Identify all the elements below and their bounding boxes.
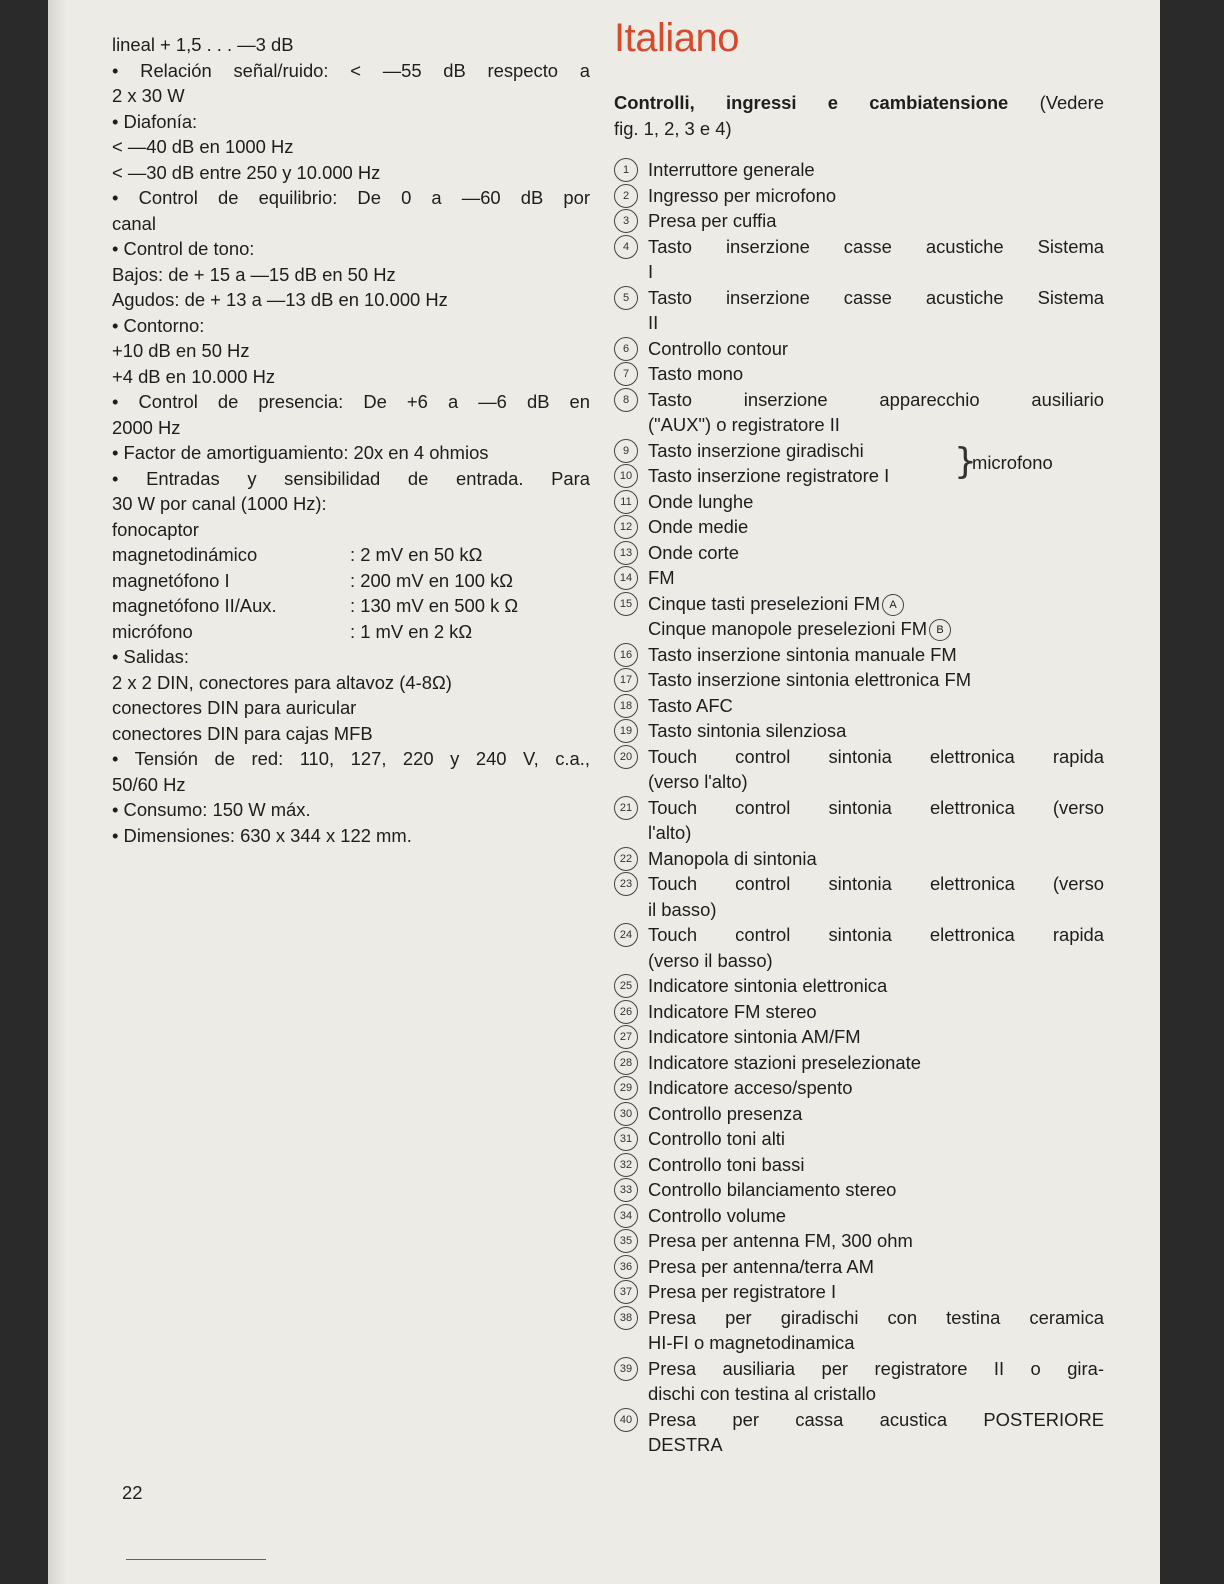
item-text-continued: II <box>648 312 659 333</box>
item-number-badge: 6 <box>614 337 638 361</box>
sensitivity-value: : 1 mV en 2 kΩ <box>350 620 473 642</box>
list-item-6 <box>614 336 1104 362</box>
spec-after-line: • Tensión de red: 110, 127, 220 y 240 V, c.a., <box>112 748 590 769</box>
item-text: Indicatore sintonia elettronica <box>648 975 888 996</box>
list-item-15 <box>614 591 1104 642</box>
item-text-continued: I <box>648 261 654 282</box>
item-text: Tasto inserzione casse acustiche Sistema <box>648 286 1104 308</box>
item-text: Tasto inserzione giradischi <box>648 439 864 461</box>
list-item-28 <box>614 1050 1104 1076</box>
list-item-35 <box>614 1228 1104 1254</box>
item-15-text: Cinque tasti preselezioni FM <box>648 592 881 614</box>
item-text: Controllo toni bassi <box>648 1153 805 1175</box>
item-number-badge: 5 <box>614 286 638 310</box>
spec-line: • Relación señal/ruido: < —55 dB respecto a <box>112 59 590 81</box>
item-number-badge: 30 <box>614 1102 638 1126</box>
item-text: Indicatore stazioni preselezionate <box>648 1051 921 1073</box>
list-item-11 <box>614 489 1104 515</box>
item-text-continued: (verso l'alto) <box>648 771 748 792</box>
item-text: Touch control sintonia elettronica (verso <box>648 873 1104 894</box>
section-intro <box>614 90 1104 141</box>
list-item-34 <box>614 1203 1104 1229</box>
controls-list-b <box>614 489 1104 591</box>
item-number-badge: 10 <box>614 464 638 488</box>
item-number-badge: 36 <box>614 1255 638 1279</box>
item-number-badge: 3 <box>614 209 638 233</box>
list-item-19 <box>614 718 1104 744</box>
item-text: Touch control sintonia elettronica rapida <box>648 745 1104 767</box>
input-sensitivity-table <box>112 542 590 644</box>
item-text: Tasto inserzione registratore I <box>648 465 890 486</box>
item-text: Controllo toni alti <box>648 1128 785 1149</box>
spec-line: 30 W por canal (1000 Hz): <box>112 493 327 514</box>
item-text: Tasto inserzione apparecchio ausiliario <box>648 388 1104 410</box>
item-text: Indicatore acceso/spento <box>648 1077 853 1098</box>
controls-list-a <box>614 157 1104 438</box>
item-text: Tasto inserzione sintonia manuale FM <box>648 643 957 665</box>
spec-line: Bajos: de + 15 a —15 dB en 50 Hz <box>112 263 396 285</box>
spec-after-line: • Salidas: <box>112 646 189 667</box>
item-number-badge: 8 <box>614 388 638 412</box>
badge-b: B <box>929 619 951 641</box>
sensitivity-label: magnetófono II/Aux. <box>112 595 277 616</box>
item-text: Onde corte <box>648 541 739 563</box>
item-text-continued: l'alto) <box>648 822 692 843</box>
spec-after-line: • Dimensiones: 630 x 344 x 122 mm. <box>112 824 412 846</box>
item-text: Tasto AFC <box>648 694 733 716</box>
item-number-badge: 32 <box>614 1153 638 1177</box>
sensitivity-value: : 130 mV en 500 k Ω <box>350 595 519 616</box>
sensitivity-row <box>112 542 590 568</box>
item-number-badge: 34 <box>614 1204 638 1228</box>
item-text: Controllo contour <box>648 337 789 359</box>
item-number-badge: 24 <box>614 923 638 947</box>
sensitivity-value: : 2 mV en 50 kΩ <box>350 544 483 565</box>
list-item-23 <box>614 871 1104 922</box>
item-number-badge: 23 <box>614 872 638 896</box>
item-text: Presa per cuffia <box>648 210 777 231</box>
spec-after-line: conectores DIN para cajas MFB <box>112 722 373 744</box>
sensitivity-label: magnetodinámico <box>112 544 258 565</box>
footer-rule <box>126 1559 266 1560</box>
list-item-21 <box>614 795 1104 846</box>
italian-controls-column <box>614 14 1104 1458</box>
list-item-25 <box>614 973 1104 999</box>
specs-lines <box>112 32 590 542</box>
item-number-badge: 27 <box>614 1025 638 1049</box>
list-item-8 <box>614 387 1104 438</box>
list-item-5 <box>614 285 1104 336</box>
item-number-badge: 28 <box>614 1051 638 1075</box>
sensitivity-row <box>112 619 590 645</box>
page-number: 22 <box>122 1482 143 1503</box>
item-text: Presa per registratore I <box>648 1281 837 1302</box>
list-item-26 <box>614 999 1104 1025</box>
item-text: Onde lunghe <box>648 490 754 512</box>
list-item-32 <box>614 1152 1104 1178</box>
item-text: Touch control sintonia elettronica (verso <box>648 796 1104 818</box>
item-text: Presa ausiliaria per registratore II o gira- <box>648 1357 1104 1379</box>
list-item-1 <box>614 157 1104 183</box>
spec-after-line: conectores DIN para auricular <box>112 697 357 718</box>
item-number-badge: 39 <box>614 1357 638 1381</box>
item-number-badge: 2 <box>614 184 638 208</box>
item-text: Controllo volume <box>648 1204 786 1226</box>
list-item-20 <box>614 744 1104 795</box>
item-text: Tasto inserzione sintonia elettronica FM <box>648 669 972 690</box>
intro-heading: Controlli, ingressi e cambiatensione <box>614 92 1009 113</box>
spec-line: • Control de tono: <box>112 238 255 259</box>
spec-line: 2 x 30 W <box>112 85 185 106</box>
spec-line: +10 dB en 50 Hz <box>112 340 250 361</box>
item-number-badge: 38 <box>614 1306 638 1330</box>
sensitivity-value: : 200 mV en 100 kΩ <box>350 569 514 591</box>
item-text: Presa per antenna/terra AM <box>648 1255 874 1277</box>
spec-line: • Factor de amortiguamiento: 20x en 4 ohmios <box>112 442 489 463</box>
spec-line: fonocaptor <box>112 518 199 540</box>
spec-line: canal <box>112 212 156 234</box>
item-number-badge: 35 <box>614 1229 638 1253</box>
spec-line: 2000 Hz <box>112 416 181 438</box>
item-text: Interruttore generale <box>648 159 815 180</box>
bracket-label: microfono <box>972 451 1053 473</box>
list-item-24 <box>614 922 1104 973</box>
item-text: Manopola di sintonia <box>648 847 817 869</box>
spec-line: • Contorno: <box>112 314 205 336</box>
page-gutter-shadow <box>48 0 66 1584</box>
item-text: Onde medie <box>648 516 749 537</box>
item-text: Presa per giradischi con testina ceramica <box>648 1306 1104 1328</box>
item-number-badge: 17 <box>614 668 638 692</box>
spec-line: • Control de equilibrio: De 0 a —60 dB por <box>112 187 590 208</box>
list-item-3 <box>614 208 1104 234</box>
item-number-badge: 26 <box>614 1000 638 1024</box>
item-text: Tasto sintonia silenziosa <box>648 720 847 741</box>
list-item-31 <box>614 1126 1104 1152</box>
item-number-badge: 4 <box>614 235 638 259</box>
item-number-badge: 22 <box>614 847 638 871</box>
list-item-29 <box>614 1075 1104 1101</box>
list-item-38 <box>614 1305 1104 1356</box>
item-15-text2: Cinque manopole preselezioni FM <box>648 618 928 639</box>
spec-line: • Entradas y sensibilidad de entrada. Para <box>112 467 590 489</box>
item-number-badge: 19 <box>614 719 638 743</box>
list-item-16 <box>614 642 1104 668</box>
item-number-badge: 1 <box>614 158 638 182</box>
list-item-2 <box>614 183 1104 209</box>
spec-line: +4 dB en 10.000 Hz <box>112 365 276 387</box>
item-text: Presa per antenna FM, 300 ohm <box>648 1230 913 1251</box>
item-number-badge: 11 <box>614 490 638 514</box>
bracket-group <box>614 438 1104 489</box>
item-text-continued: DESTRA <box>648 1434 723 1455</box>
item-text-continued: ("AUX") o registratore II <box>648 414 840 435</box>
item-text: Indicatore sintonia AM/FM <box>648 1026 861 1047</box>
item-number-badge: 37 <box>614 1280 638 1304</box>
item-text: Controllo presenza <box>648 1102 803 1124</box>
list-item-37 <box>614 1279 1104 1305</box>
item-number-badge: 15 <box>614 592 638 616</box>
list-item-4 <box>614 234 1104 285</box>
spanish-specs-column <box>112 32 590 848</box>
item-text: Tasto inserzione casse acustiche Sistema <box>648 235 1104 257</box>
item-number-badge: 18 <box>614 694 638 718</box>
spec-line: • Diafonía: <box>112 110 198 132</box>
list-item-39 <box>614 1356 1104 1407</box>
list-item-30 <box>614 1101 1104 1127</box>
item-number-badge: 12 <box>614 515 638 539</box>
spec-after-line: • Consumo: 150 W máx. <box>112 799 311 820</box>
controls-list-c <box>614 642 1104 1458</box>
item-number-badge: 31 <box>614 1127 638 1151</box>
list-item-13 <box>614 540 1104 566</box>
intro-figure-ref: fig. 1, 2, 3 e 4) <box>614 117 732 139</box>
list-item-33 <box>614 1177 1104 1203</box>
spec-after-line: 50/60 Hz <box>112 773 186 795</box>
list-item-14 <box>614 565 1104 591</box>
item-text-continued: dischi con testina al cristallo <box>648 1383 876 1404</box>
item-text: Ingresso per microfono <box>648 184 837 206</box>
item-text-continued: il basso) <box>648 898 717 920</box>
spec-line: • Control de presencia: De +6 a —6 dB en <box>112 391 590 412</box>
sensitivity-row <box>112 593 590 619</box>
item-text-continued: (verso il basso) <box>648 949 773 971</box>
specs-lines-after <box>112 644 590 848</box>
item-number-badge: 14 <box>614 566 638 590</box>
item-number-badge: 40 <box>614 1408 638 1432</box>
list-item-36 <box>614 1254 1104 1280</box>
spec-line: < —40 dB en 1000 Hz <box>112 136 294 157</box>
item-number-badge: 29 <box>614 1076 638 1100</box>
item-text: FM <box>648 567 675 588</box>
item-number-badge: 20 <box>614 745 638 769</box>
item-number-badge: 33 <box>614 1178 638 1202</box>
item-text-continued: HI-FI o magnetodinamica <box>648 1332 855 1353</box>
list-item-18 <box>614 693 1104 719</box>
item-text: Presa per cassa acustica POSTERIORE <box>648 1408 1104 1430</box>
sensitivity-label: micrófono <box>112 620 193 642</box>
item-number-badge: 16 <box>614 643 638 667</box>
item-text: Tasto mono <box>648 363 744 384</box>
manual-page <box>48 0 1160 1584</box>
item-number-badge: 21 <box>614 796 638 820</box>
list-item-22 <box>614 846 1104 872</box>
item-text: Controllo bilanciamento stereo <box>648 1179 897 1200</box>
item-number-badge: 25 <box>614 974 638 998</box>
sensitivity-row <box>112 568 590 594</box>
list-item-17 <box>614 667 1104 693</box>
badge-a: A <box>882 594 904 616</box>
list-item-12 <box>614 514 1104 540</box>
list-item-27 <box>614 1024 1104 1050</box>
intro-rest: (Vedere <box>1008 92 1104 113</box>
item-number-badge: 7 <box>614 362 638 386</box>
item-number-badge: 13 <box>614 541 638 565</box>
section-title: Italiano <box>614 16 739 60</box>
list-item-40 <box>614 1407 1104 1458</box>
list-item-7 <box>614 361 1104 387</box>
sensitivity-label: magnetófono I <box>112 569 230 591</box>
spec-line: < —30 dB entre 250 y 10.000 Hz <box>112 161 381 183</box>
item-number-badge: 9 <box>614 439 638 463</box>
spec-after-line: 2 x 2 DIN, conectores para altavoz (4-8Ω) <box>112 671 452 693</box>
spec-line: lineal + 1,5 . . . —3 dB <box>112 34 294 55</box>
item-text: Indicatore FM stereo <box>648 1000 817 1022</box>
spec-line: Agudos: de + 13 a —13 dB en 10.000 Hz <box>112 289 448 310</box>
item-text: Touch control sintonia elettronica rapida <box>648 924 1104 945</box>
brace-symbol: } <box>954 440 977 482</box>
